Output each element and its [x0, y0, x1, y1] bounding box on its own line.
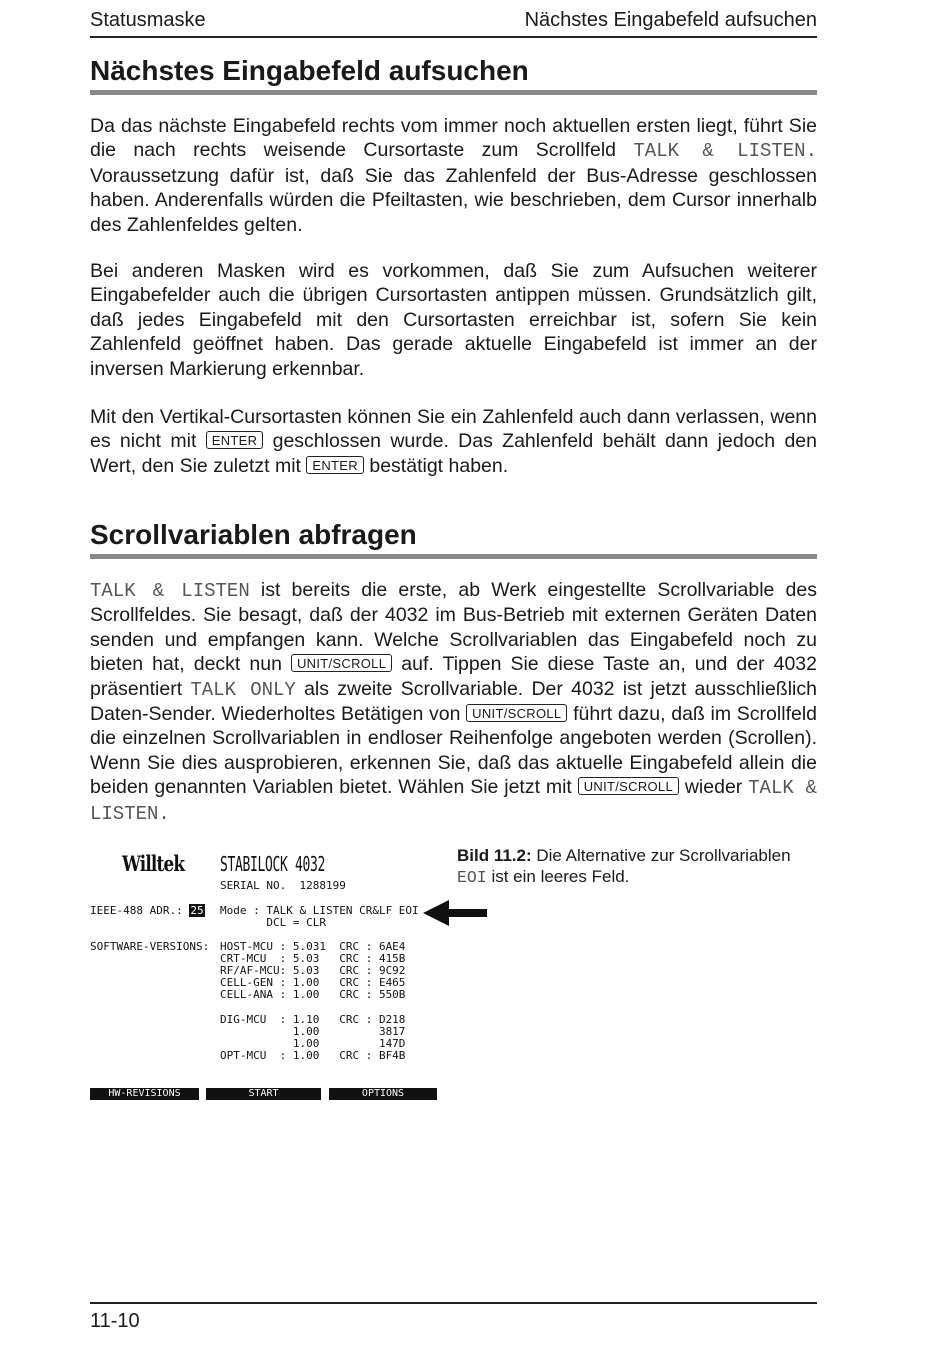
software-versions-label: SOFTWARE-VERSIONS:: [90, 940, 210, 953]
status-screen-figure: [90, 850, 490, 1110]
ieee-line: [90, 905, 205, 917]
unit-scroll-key: UNIT/SCROLL: [466, 704, 567, 722]
text: geschlossen wurde. Das Zahlenfeld behält dann jedoch den Wert, den Sie zuletzt mit: [90, 430, 817, 477]
code-eoi: EOI: [457, 868, 487, 887]
paragraph-1: [90, 114, 817, 237]
ieee-label: IEEE-488 ADR.:: [90, 904, 183, 917]
text: als zweite Scrollvariable. Der 4032 ist jetzt ausschließlich Daten-Sender. Wiederholtes Betätigen von: [90, 677, 817, 726]
figure-caption: [457, 845, 817, 888]
version-row: DIG-MCU : 1.10 CRC : D218: [220, 1013, 406, 1026]
mode-line: Mode : TALK & LISTEN CR&LF EOI: [220, 904, 419, 917]
dcl-line: DCL = CLR: [220, 916, 326, 929]
text: Mit den Vertikal-Cursortasten können Sie ein Zahlenfeld auch dann verlassen, wenn es nicht mit: [90, 406, 817, 453]
softkey-hw-revisions: HW-REVISIONS: [90, 1088, 199, 1100]
code-talk-listen: TALK & LISTEN.: [90, 777, 818, 825]
serial-line: SERIAL NO. 1288199: [220, 879, 346, 892]
section-title-next-field: Nächstes Eingabefeld aufsuchen: [90, 55, 529, 86]
footer-rule: [90, 1302, 817, 1304]
text: auf. Tippen Sie diese Taste an, und der 4032 präsentiert: [90, 653, 817, 700]
ieee-address-value: 25: [190, 904, 204, 917]
text: führt dazu, daß im Scrollfeld die einzelnen Scrollvariablen in endloser Reihenfolge angeboten werden (Scrollen). Wenn Sie dies ausprobieren, erkennen Sie, daß das aktuelle Eingabefeld allein die beiden genannten Variablen bietet. Wählen Sie jetzt mit: [90, 703, 818, 799]
page-number: 11-10: [90, 1310, 140, 1332]
version-row: CELL-GEN : 1.00 CRC : E465: [220, 976, 406, 989]
enter-key: ENTER: [306, 456, 364, 474]
text: ist ein leeres Feld.: [486, 867, 630, 886]
paragraph-3: [90, 405, 817, 478]
brand-logo: Willtek: [122, 851, 185, 876]
enter-key: ENTER: [206, 431, 264, 449]
section-rule: [90, 554, 817, 559]
softkey-start: START: [206, 1088, 321, 1100]
text: ist bereits die erste, ab Werk eingestellte Scrollvariable des Scrollfeldes. Sie besagt, daß der 4032 im Bus-Betrieb mit externen Geräten Daten senden und empfangen kann. Welche Scrollvariablen das Eingabefeld noch zu bieten hat, deckt nun: [90, 579, 817, 676]
model-name: STABILOCK 4032: [220, 852, 326, 876]
paragraph-2: Bei anderen Masken wird es vorkommen, daß Sie zum Aufsuchen weiterer Eingabefelder auch die übrigen Cursortasten antippen müssen. Grundsätzlich gilt, daß jedes Eingabefeld mit den Cursortasten erreichbar ist, sofern Sie kein Zahlenfeld geöffnet haben. Das gerade aktuelle Eingabefeld ist immer an der inversen Markierung erkennbar.: [90, 260, 817, 380]
text: Da das nächste Eingabefeld rechts vom immer noch aktuellen ersten liegt, führt Sie die nach rechts weisende Cursortaste zum Scrollfeld: [90, 115, 817, 162]
code-talk-listen: TALK & LISTEN: [90, 580, 250, 602]
softkey-options: OPTIONS: [329, 1088, 437, 1100]
arrow-left-icon: [423, 898, 487, 928]
running-header: [90, 8, 817, 38]
unit-scroll-key: UNIT/SCROLL: [291, 654, 392, 672]
version-row: CRT-MCU : 5.03 CRC : 415B: [220, 952, 406, 965]
paragraph-4: [90, 578, 817, 826]
version-row: RF/AF-MCU: 5.03 CRC : 9C92: [220, 964, 406, 977]
code-talk-listen: TALK & LISTEN.: [633, 140, 817, 163]
section-rule: [90, 90, 817, 95]
header-chapter: Statusmaske: [90, 9, 206, 31]
version-row: 1.00 147D: [220, 1037, 406, 1050]
manual-page: [90, 0, 817, 1352]
version-row: HOST-MCU : 5.031 CRC : 6AE4: [220, 940, 406, 953]
code-talk-only: TALK ONLY: [190, 678, 296, 701]
version-row: OPT-MCU : 1.00 CRC : BF4B: [220, 1049, 406, 1062]
section-title-scroll-variables: Scrollvariablen abfragen: [90, 519, 417, 550]
text: bestätigt haben.: [363, 454, 509, 477]
version-row: CELL-ANA : 1.00 CRC : 550B: [220, 988, 406, 1001]
caption-label: Bild 11.2:: [457, 846, 532, 865]
version-row: 1.00 3817: [220, 1025, 406, 1038]
text: Die Alternative zur Scrollvariablen: [531, 846, 791, 865]
unit-scroll-key: UNIT/SCROLL: [578, 777, 679, 795]
text: Voraussetzung dafür ist, daß Sie das Zahlenfeld der Bus-Adresse geschlossen haben. Anderenfalls würden die Pfeiltasten, wie beschrieben, dem Cursor innerhalb des Zahlenfeldes gelten.: [90, 164, 817, 236]
text: wieder: [678, 776, 749, 799]
header-section: Nächstes Eingabefeld aufsuchen: [524, 9, 817, 31]
